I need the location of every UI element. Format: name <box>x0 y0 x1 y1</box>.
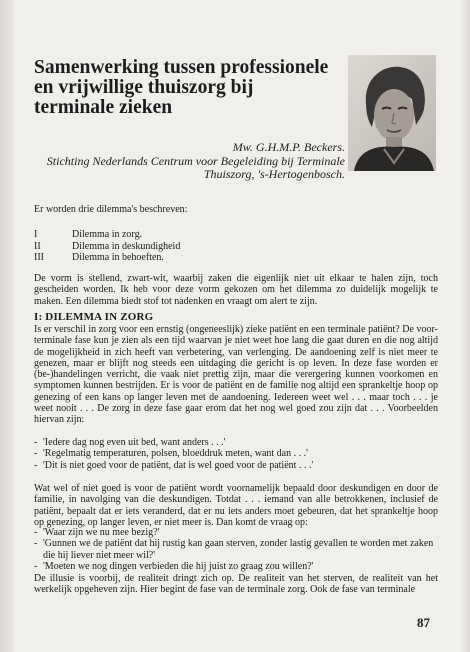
dilemma-text: Dilemma in deskundigheid <box>72 240 181 252</box>
dilemma-list <box>34 229 180 264</box>
list-item-text: 'Moeten we nog dingen verbieden die hij juist zo graag zou willen?' <box>43 560 314 572</box>
list-item-text: 'Waar zijn we nu mee bezig?' <box>43 527 160 538</box>
list-item: - 'Dit is niet goed voor de patiënt, dat is wel goed voor de patiënt . . .' <box>34 460 438 471</box>
paragraph: De vorm is stellend, zwart-wit, waarbij zaken die eigenlijk niet uit elkaar te halen zijn, toch gescheiden worden. Ik heb voor deze vorm gekozen om het dilemma zo duidelijk mogelijk te maken. Een dilemma biedt stof tot nadenken en vraagt om alert te zijn. <box>34 273 438 307</box>
paragraph: De illusie is voorbij, de realiteit dringt zich op. De realiteit van het sterven, de realiteit van het werkelijk opgeheven zijn. Hier begint de fase van de terminale zorg. Ook de fase van terminale <box>34 573 438 596</box>
dilemma-number: II <box>34 240 41 252</box>
author-organization: Stichting Nederlands Centrum voor Begeleiding bij Terminale Thuiszorg, 's-Hertogenbosch. <box>46 153 345 181</box>
list-item-text: 'Iedere dag nog even uit bed, want anders . . .' <box>43 437 226 448</box>
list-item: - 'Waar zijn we nu mee bezig?' <box>34 527 438 538</box>
page-number: 87 <box>417 615 430 630</box>
paragraph: Is er verschil in zorg voor een ernstig (ongeneeslijk) zieke patiënt en een terminale patiënt? De voor-terminale fase kun je zien als een tijd waarvan je niet weet hoe lang die gaat duren en die nog altijd de mogelijkheid in zich heeft van verbetering, van verlenging. De aandoening zelf is niet meer te genezen, maar er blijft nog steeds een uitdaging die gericht is op leven. In deze fase worden er (be-)handelingen verricht, die vaak niet prettig zijn, maar die verergering kunnen voorkomen en symptomen kunnen bestrijden. Er is voor de patiënt en de familie nog altijd een sprankeltje hoop op genezing of een kans op langer leven met de aandoening. Iedereen weet wel . . . maar toch . . . je weet nooit . . . De zorg in deze fase gaar erom dat het nog wel goed zou zijn dat . . . Voorbeelden hiervan zijn: <box>34 324 438 426</box>
author-name: Mw. G.H.M.P. Beckers. <box>232 140 345 154</box>
author-portrait-image <box>348 55 436 171</box>
example-quote-list <box>34 437 438 471</box>
list-item: - 'Moeten we nog dingen verbieden die hij juist zo graag zou willen?' <box>34 561 438 572</box>
article-title: Samenwerking tussen professionele en vrijwillige thuiszorg bij terminale zieken <box>34 57 329 118</box>
list-item-text: 'Gunnen we de patiënt dat hij rustig kan gaan sterven, zonder lastig gevallen te worden met zaken die hij liever niet meer wil?' <box>43 538 434 561</box>
dilemma-number: III <box>34 252 44 264</box>
dilemma-item <box>34 229 180 241</box>
paragraph: Wat wel of niet goed is voor de patiënt wordt voornamelijk bepaald door deskundigen en door de familie, in navolging van die deskundigen. Totdat . . . iemand van alle betrokkenen, inclusief de patiënt, bepaalt dat er iets veranderd, dat er nu iets anders moet gebeuren, dat het sprankeltje hoop op genezing, op langer leven, er niet meer is. Dan komt de vraag op: <box>34 483 438 528</box>
list-item-text: 'Regelmatig temperaturen, polsen, bloeddruk meten, want dan . . .' <box>43 448 308 460</box>
section-heading: I: DILEMMA IN ZORG <box>34 311 154 323</box>
dilemma-text: Dilemma in behoeften. <box>72 252 164 264</box>
list-item: - 'Gunnen we de patiënt dat hij rustig kan gaan sterven, zonder lastig gevallen te worden met zaken die hij liever niet meer wil?' <box>34 538 438 561</box>
page-left-margin <box>0 0 14 652</box>
page-right-margin <box>460 0 470 652</box>
dilemma-item <box>34 252 180 264</box>
intro-text: Er worden drie dilemma's beschreven: <box>34 204 188 215</box>
dilemma-item <box>34 241 180 253</box>
list-item: - 'Regelmatig temperaturen, polsen, bloeddruk meten, want dan . . .' <box>34 448 438 459</box>
byline <box>15 141 345 182</box>
dilemma-number: I <box>34 229 38 240</box>
question-list <box>34 527 438 572</box>
dilemma-text: Dilemma in zorg. <box>72 229 143 240</box>
list-item: - 'Iedere dag nog even uit bed, want anders . . .' <box>34 437 438 448</box>
author-photo <box>348 55 436 171</box>
list-item-text: 'Dit is niet goed voor de patiënt, dat is wel goed voor de patiënt . . .' <box>43 459 314 471</box>
